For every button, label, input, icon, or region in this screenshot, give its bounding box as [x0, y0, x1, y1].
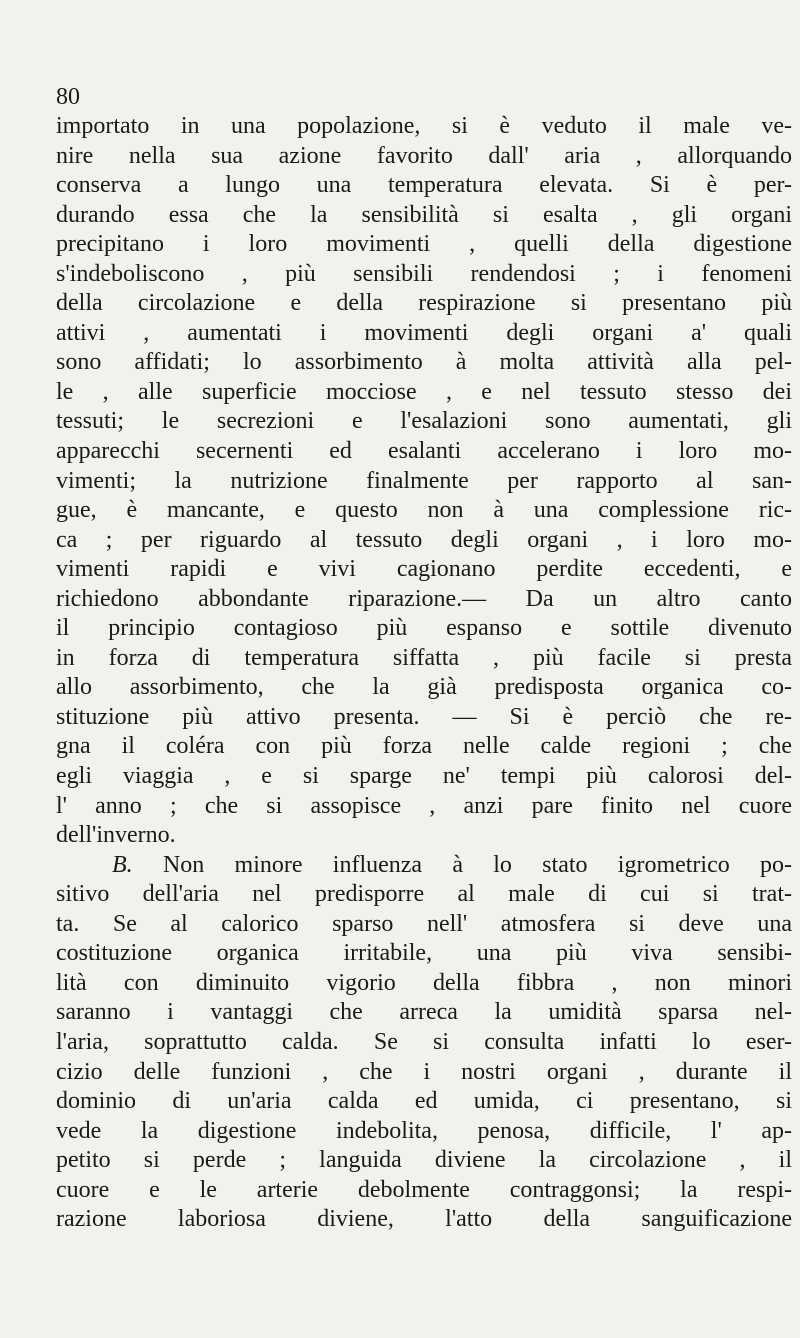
text-line: ca ; per riguardo al tessuto degli organi , i loro mo-: [56, 526, 792, 553]
text-line: Non minore influenza à lo stato igrometrico po-: [162, 851, 792, 878]
text-line: vede la digestione indebolita, penosa, difficile, l' ap-: [56, 1117, 792, 1144]
text-line: sono affidati; lo assorbimento à molta attività alla pel-: [56, 349, 792, 376]
text-line: vimenti rapidi e vivi cagionano perdite eccedenti, e: [56, 556, 792, 583]
text-line: precipitano i loro movimenti , quelli della digestione: [56, 231, 792, 258]
text-line: gue, è mancante, e questo non à una complessione ric-: [56, 497, 792, 524]
text-line: gna il coléra con più forza nelle calde regioni ; che: [56, 733, 792, 760]
text-line: le , alle superficie mocciose , e nel tessuto stesso dei: [56, 378, 792, 405]
text-line: egli viaggia , e si sparge ne' tempi più calorosi del-: [56, 763, 792, 790]
body-text: [56, 112, 792, 1235]
text-line: importato in una popolazione, si è veduto il male ve-: [56, 113, 792, 139]
text-line: ta. Se al calorico sparso nell' atmosfera si deve una: [56, 910, 792, 937]
text-line: cuore e le arterie debolmente contraggonsi; la respi-: [56, 1176, 792, 1203]
text-line: conserva a lungo una temperatura elevata. Si è per-: [56, 172, 792, 199]
text-line: dominio di un'aria calda ed umida, ci presentano, si: [56, 1088, 792, 1115]
text-line: tessuti; le secrezioni e l'esalazioni sono aumentati, gli: [56, 408, 792, 435]
text-line: l'aria, soprattutto calda. Se si consulta infatti lo eser-: [56, 1028, 792, 1055]
text-line: sitivo dell'aria nel predisporre al male di cui si trat-: [56, 881, 792, 908]
text-line: razione laboriosa diviene, l'atto della sanguificazione: [56, 1206, 792, 1233]
text-line: l' anno ; che si assopisce , anzi pare finito nel cuore: [56, 792, 792, 819]
text-line: vimenti; la nutrizione finalmente per rapporto al san-: [56, 467, 792, 494]
text-line: saranno i vantaggi che arreca la umidità sparsa nel-: [56, 999, 792, 1026]
section-label: B.: [112, 851, 133, 878]
text-line: il principio contagioso più espanso e sottile divenuto: [56, 615, 792, 642]
text-line: dell'inverno.: [56, 822, 176, 849]
text-line: attivi , aumentati i movimenti degli organi a' quali: [56, 319, 792, 346]
text-line: in forza di temperatura siffatta , più facile si presta: [56, 644, 792, 671]
text-line: cizio delle funzioni , che i nostri organi , durante il: [56, 1058, 792, 1085]
text-line: stituzione più attivo presenta. — Si è perciò che re-: [56, 703, 792, 730]
paragraph-first-line: [56, 851, 792, 881]
text-line: richiedono abbondante riparazione.— Da un altro canto: [56, 585, 792, 612]
text-line: nire nella sua azione favorito dall' aria , allorquando: [56, 142, 792, 169]
text-line: petito si perde ; languida diviene la circolazione , il: [56, 1147, 792, 1174]
text-line: apparecchi secernenti ed esalanti accelerano i loro mo-: [56, 438, 792, 465]
text-line: lità con diminuito vigorio della fibbra , non minori: [56, 969, 792, 996]
page-number: 80: [56, 84, 80, 110]
text-line: allo assorbimento, che la già predisposta organica co-: [56, 674, 792, 701]
text-line: costituzione organica irritabile, una più viva sensibi-: [56, 940, 792, 967]
text-line: durando essa che la sensibilità si esalta , gli organi: [56, 201, 792, 228]
text-line: della circolazione e della respirazione si presentano più: [56, 290, 792, 317]
text-line: s'indeboliscono , più sensibili rendendosi ; i fenomeni: [56, 260, 792, 287]
